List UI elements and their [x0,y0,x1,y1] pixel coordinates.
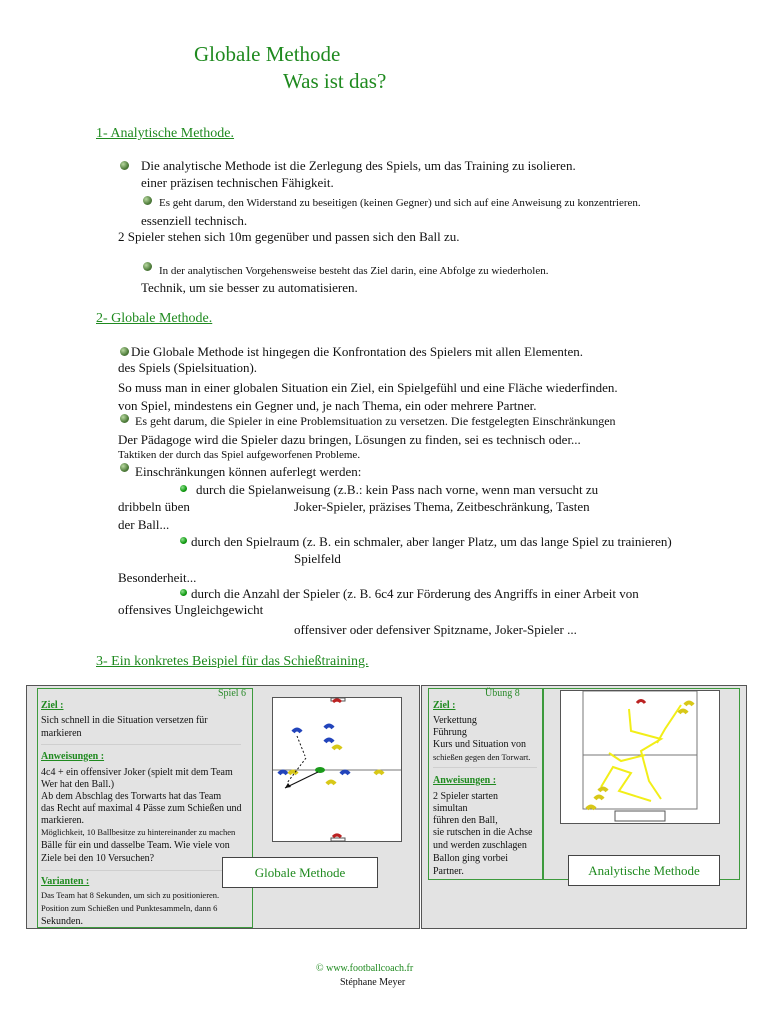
bullet-icon [120,347,129,356]
right-anw-line2: simultan [433,803,468,814]
left-anw-line1: 4c4 + ein offensiver Joker (spielt mit dem Team [41,767,233,778]
left-ziel-label: Ziel : [41,700,64,711]
s1-p3-line2: Technik, um sie besser zu automatisieren. [141,280,358,295]
player-blue-icon [341,772,349,775]
player-yellow-icon [679,711,687,714]
left-anw-line2: Wer hat den Ball.) [41,779,115,790]
left-anw-line7: Bälle für ein und dasselbe Team. Wie viele von [41,840,230,851]
right-anw-line3: führen den Ball, [433,815,498,826]
player-yellow-icon [685,703,693,706]
left-caption: Globale Methode [254,865,346,880]
left-var-line3: Sekunden. [41,916,83,927]
right-ziel-label: Ziel : [433,700,456,711]
s2-line7: Taktiken der durch das Spiel aufgeworfenen Probleme. [118,449,361,461]
s2-line9: durch die Spielanweisung (z.B.: kein Pass nach vorne, wenn man versucht zu [196,482,599,497]
right-ziel-line4: schießen gegen den Torwart. [433,752,531,762]
s1-p2-line1: Es geht darum, den Widerstand zu beseitigen (keinen Gegner) und sich auf eine Anweisung zu konzentrieren. [159,197,641,209]
right-anw-line7: Partner. [433,866,464,877]
section-1-heading: 1- Analytische Methode. [96,126,235,141]
left-panel-header: Spiel 6 [218,688,247,699]
left-anw-line6: Möglichkeit, 10 Ballbesitze zu hintereinander zu machen [41,827,236,837]
s2-line6: Der Pädagoge wird die Spieler dazu bringen, Lösungen zu finden, sei es technisch oder... [118,432,581,447]
player-yellow-icon [599,789,607,792]
goalkeeper-icon [637,701,645,704]
dot-icon [180,485,187,492]
player-blue-icon [279,772,287,775]
divider [433,767,537,768]
s2-line5: Es geht darum, die Spieler in eine Problemsituation zu versetzen. Die festgelegten Einschränkungen [135,414,616,428]
s2-line11: der Ball... [118,517,170,532]
player-yellow-icon [375,772,383,775]
right-pitch-svg [561,691,719,823]
right-caption: Analytische Methode [588,863,700,878]
player-blue-icon [325,726,333,729]
goalkeeper-icon [333,835,341,837]
left-anw-line4: das Recht auf maximal 4 Pässe zum Schießen und [41,803,242,814]
player-blue-icon [325,740,333,743]
right-anw-line4: sie rutschen in die Achse [433,827,533,838]
s2-line2: des Spiels (Spielsituation). [118,360,258,375]
page-subtitle: Was ist das? [283,69,387,93]
left-anw-line5: markieren. [41,815,85,826]
bullet-icon [120,463,129,472]
s2-line4: von Spiel, mindestens ein Gegner und, je nach Thema, ein oder mehrere Partner. [118,398,537,413]
left-pitch-svg [273,698,401,841]
section-3-heading: 3- Ein konkretes Beispiel für das Schießtraining. [96,654,369,669]
left-anw-line3: Ab dem Abschlag des Torwarts hat das Team [41,791,222,802]
left-ziel-line1: Sich schnell in die Situation versetzen für [41,715,208,726]
s2-line12: durch den Spielraum (z. B. ein schmaler, aber langer Platz, um das lange Spiel zu trainieren) [191,534,672,549]
s2-line17: offensiver oder defensiver Spitzname, Joker-Spieler ... [294,622,577,637]
right-ziel-line2: Führung [433,727,467,738]
goalkeeper-icon [333,700,341,702]
left-ziel-line2: markieren [41,728,82,739]
s1-p1-line1: Die analytische Methode ist die Zerlegung des Spiels, um das Training zu isolieren. [141,158,576,173]
section-2-heading: 2- Globale Methode. [96,311,213,326]
right-ziel-line3: Kurs und Situation von [433,739,527,750]
right-panel-header: Übung 8 [485,688,520,699]
dot-icon [180,537,187,544]
s2-line8: Einschränkungen können auferlegt werden: [135,464,362,479]
bullet-icon [120,161,129,170]
player-yellow-icon [333,747,341,750]
s1-p3-line1: In der analytischen Vorgehensweise besteht das Ziel darin, eine Abfolge zu wiederholen. [159,265,549,277]
s2-line14: Besonderheit... [118,570,197,585]
s2-line10a: dribbeln üben [118,499,190,514]
left-var-line2: Position zum Schießen und Punktesammeln, dann 6 [41,903,218,913]
s1-p2-line3: 2 Spieler stehen sich 10m gegenüber und passen sich den Ball zu. [118,229,460,244]
s2-line10b: Joker-Spieler, präzises Thema, Zeitbeschränkung, Tasten [294,499,590,514]
left-var-label: Varianten : [41,876,90,887]
right-anw-line1: 2 Spieler starten [433,791,498,802]
right-anw-line6: Ballon ging vorbei [433,853,508,864]
dot-icon [180,589,187,596]
s1-p2-line2: essenziell technisch. [141,213,248,228]
page-title: Globale Methode [194,42,341,66]
bullet-icon [143,196,152,205]
s2-line1: Die Globale Methode ist hingegen die Konfrontation des Spielers mit allen Elementen. [131,344,583,359]
footer-author: Stéphane Meyer [340,977,406,988]
s2-line3: So muss man in einer globalen Situation ein Ziel, ein Spielgefühl und eine Fläche wiederfinden. [118,380,618,395]
player-yellow-icon [595,797,603,800]
left-var-line1: Das Team hat 8 Sekunden, um sich zu positionieren. [41,890,220,900]
player-blue-icon [293,730,301,733]
s2-line16: offensives Ungleichgewicht [118,602,264,617]
right-anw-line5: und werden zuschlagen [433,840,527,851]
left-anw-line8: Ziele bei den 10 Versuchen? [41,853,155,864]
bullet-icon [143,262,152,271]
right-pitch-diagram [560,690,720,824]
divider [41,744,241,745]
left-anw-label: Anweisungen : [41,751,105,762]
s2-line13: Spielfeld [294,551,341,566]
s2-line15: durch die Anzahl der Spieler (z. B. 6c4 zur Förderung des Angriffs in einer Arbeit von [191,586,639,601]
bullet-icon [120,414,129,423]
player-yellow-icon [327,782,335,785]
right-ziel-line1: Verkettung [433,715,477,726]
left-pitch-diagram [272,697,402,842]
right-anw-label: Anweisungen : [433,775,497,786]
left-caption-box [222,857,378,888]
s1-p1-line2: einer präzisen technischen Fähigkeit. [141,175,334,190]
right-caption-box [568,855,720,886]
footer-site: © www.footballcoach.fr [316,963,414,974]
divider [41,870,241,871]
